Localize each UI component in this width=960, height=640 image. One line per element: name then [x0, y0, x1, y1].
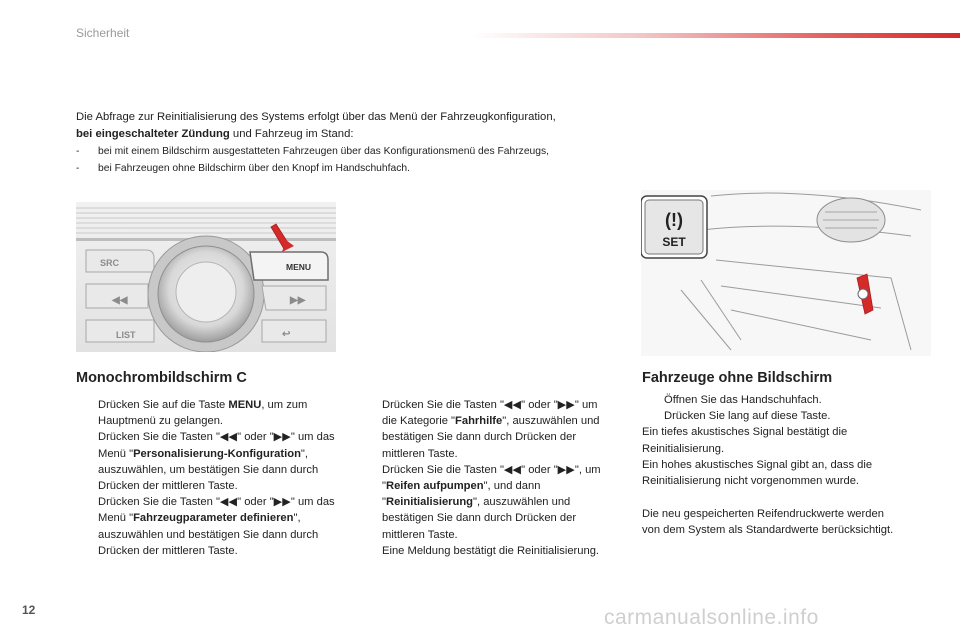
control-panel-illustration [76, 202, 336, 352]
forward-label: ▶▶ [290, 295, 306, 306]
glovebox-image [641, 190, 931, 356]
list-item [642, 408, 904, 424]
intro-bullet-1-text: bei mit einem Bildschirm ausgestatteten Fahrzeugen über das Konfigurationsmenü des Fahrzeugs, [98, 146, 550, 157]
intro-text [76, 109, 636, 177]
confirmation-note: Eine Meldung bestätigt die Reinitialisierung. [382, 544, 600, 557]
intro-bullet-2 [76, 160, 636, 177]
item-text: Drücken Sie die Tasten "◀◀" oder "▶▶" um das Menü " [98, 431, 335, 460]
item-bold: MENU [228, 399, 262, 411]
heading-no-screen: Fahrzeuge ohne Bildschirm [642, 370, 833, 386]
item-text: Öffnen Sie das Handschuhfach. [664, 394, 822, 406]
item-text: Drücken Sie die Tasten "◀◀" oder "▶▶", um " [382, 463, 601, 493]
rewind-label: ◀◀ [112, 295, 128, 306]
stored-values-text: Die neu gespeicherten Reifendruckwerte werden von dem System als Standardwerte berücksichtigt. [642, 508, 894, 537]
glovebox-illustration [641, 190, 931, 356]
intro-bullet-2-text: bei Fahrzeugen ohne Bildschirm über den Knopf im Handschuhfach. [98, 163, 410, 174]
left-instructions [76, 397, 338, 559]
dash-mark: - [76, 146, 80, 157]
intro-line-2-rest: und Fahrzeug im Stand: [229, 128, 354, 140]
list-item [360, 397, 608, 462]
control-panel-image [76, 202, 336, 352]
item-bold: Reifen aufpumpen [385, 480, 484, 493]
list-item [642, 392, 904, 408]
set-label: SET [662, 235, 686, 249]
intro-ignition-bold: bei eingeschalteter Zündung [76, 128, 230, 140]
heading-monochrome-screen: Monochrombildschirm C [76, 370, 247, 386]
item-text: Drücken Sie die Tasten "◀◀" oder "▶▶" um das Menü " [98, 496, 335, 525]
item-text: ", auszuwählen, um bestätigen Sie dann durch Drücken der mittleren Taste. [98, 447, 319, 493]
item-text: ", auszuwählen und bestätigen Sie dann durch Drücken der mittleren Taste. [98, 512, 319, 557]
list-label: LIST [116, 330, 136, 340]
item-text: Drücken Sie lang auf diese Taste. [664, 410, 831, 423]
list-item [360, 462, 608, 559]
middle-instructions [360, 397, 608, 559]
menu-label: MENU [286, 262, 312, 272]
high-signal-text: Ein hohes akustisches Signal gibt an, dass die Reinitialisierung nicht vorgenommen wurde. [642, 458, 873, 488]
page-number: 12 [22, 603, 36, 617]
item-text: ", auszuwählen und bestätigen Sie dann durch Drücken der mittleren Taste. [382, 415, 600, 460]
item-text: Drücken Sie die Tasten "◀◀" oder "▶▶" um die Kategorie " [382, 399, 598, 428]
list-item [76, 494, 338, 559]
list-item [76, 397, 338, 429]
list-item [76, 429, 338, 494]
intro-line-1: Die Abfrage zur Reinitialisierung des Systems erfolgt über das Menü der Fahrzeugkonfiguration, [76, 111, 556, 123]
dash-mark: - [76, 163, 80, 174]
src-label: SRC [100, 258, 120, 268]
watermark: carmanualsonline.info [604, 606, 819, 629]
section-title: Sicherheit [76, 26, 130, 40]
item-bold: Fahrzeugparameter definieren [133, 512, 294, 525]
item-text: , um zum Hauptmenü zu gelangen. [98, 399, 308, 428]
tire-warning-icon: (!) [665, 210, 683, 230]
item-text: Drücken Sie auf die Taste [98, 399, 229, 411]
item-bold: Fahrhilfe [455, 415, 503, 428]
item-bold: Reinitialisierung [385, 496, 474, 509]
item-bold: Personalisierung-Konfiguration [133, 447, 301, 460]
intro-line-2 [76, 126, 636, 143]
low-signal-text: Ein tiefes akustisches Signal bestätigt die Reinitialisierung. [642, 426, 848, 455]
item-text: ", und dann " [382, 480, 541, 509]
right-instructions [642, 392, 904, 539]
back-label: ↩ [282, 329, 291, 340]
intro-bullet-1 [76, 143, 636, 160]
header-gradient-bar [470, 33, 960, 38]
item-text: ", auszuwählen und bestätigen Sie dann durch Drücken der mittleren Taste. [382, 496, 577, 541]
